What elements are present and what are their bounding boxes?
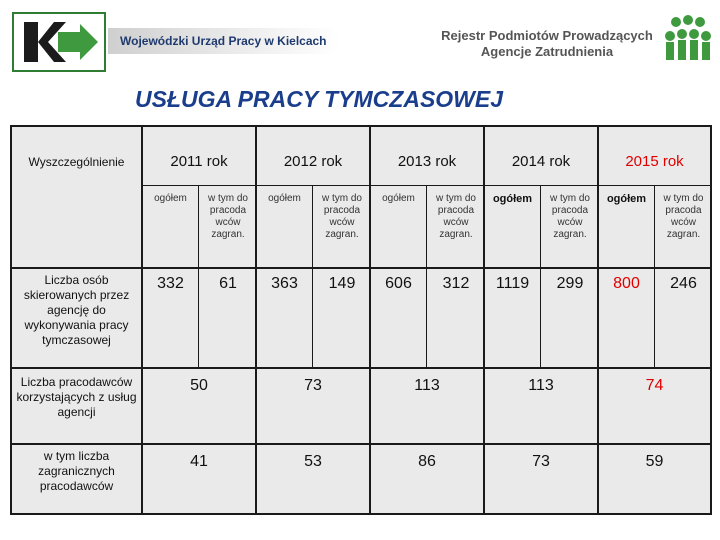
grid-line: [12, 267, 710, 269]
cell-value: 1119: [495, 275, 530, 292]
subheader-total: ogółem: [382, 193, 415, 204]
cell-value: 61: [219, 275, 237, 292]
cell-value: 299: [556, 275, 584, 292]
grid-line: [141, 185, 710, 186]
cell-value: 606: [385, 275, 412, 292]
grid-line: [540, 186, 541, 368]
subheader-foreign: w tym do pracoda wców zagran.: [549, 193, 590, 240]
cell-value: 113: [528, 377, 554, 394]
slide-title: USŁUGA PRACY TYMCZASOWEJ: [135, 86, 504, 112]
cell-value: 50: [190, 377, 208, 394]
grid-line: [654, 186, 655, 368]
cell-value: 73: [532, 453, 550, 470]
subheader-foreign: w tym do pracoda wców zagran.: [663, 193, 704, 240]
row-label: Liczba osób skierowanych przez agencję do wykonywania pracy tymczasowej: [23, 273, 130, 347]
grid-line: [198, 186, 199, 368]
subheader-total: ogółem: [154, 193, 187, 204]
row-label: w tym liczba zagranicznych pracodawców: [38, 449, 115, 493]
org-name: Wojewódzki Urząd Pracy w Kielcach: [120, 34, 327, 48]
subheader-total: ogółem: [492, 193, 533, 205]
cell-value: 59: [645, 453, 664, 470]
people-logo-icon: [660, 14, 716, 64]
cell-value: 53: [304, 453, 322, 470]
year-header: 2013 rok: [397, 153, 457, 170]
cell-value: 363: [271, 275, 298, 292]
grid-line: [12, 367, 710, 369]
cell-value: 74: [645, 377, 664, 394]
wup-logo: [12, 12, 106, 72]
subheader-total: ogółem: [268, 193, 301, 204]
grid-line: [426, 186, 427, 368]
cell-value: 800: [613, 275, 640, 292]
cell-value: 312: [442, 275, 470, 292]
row-label: Liczba pracodawców korzystających z usług agencji: [16, 375, 137, 419]
cell-value: 113: [414, 377, 440, 394]
registry-title-line2: Agencje Zatrudnienia: [480, 44, 614, 59]
year-header: 2014 rok: [511, 153, 571, 170]
year-header: 2011 rok: [170, 153, 228, 170]
data-table: [10, 125, 712, 515]
cell-value: 246: [670, 275, 697, 292]
subheader-foreign: w tym do pracoda wców zagran.: [321, 193, 362, 240]
registry-title: [432, 28, 662, 60]
grid-line: [12, 443, 710, 445]
year-header: 2015 rok: [625, 153, 684, 170]
cell-value: 73: [304, 377, 322, 394]
cell-value: 41: [190, 453, 208, 470]
cell-value: 149: [328, 275, 356, 292]
header-label: Wyszczególnienie: [28, 155, 125, 169]
subheader-total: ogółem: [606, 193, 647, 205]
cell-value: 86: [418, 453, 436, 470]
cell-value: 332: [157, 275, 184, 292]
year-header: 2012 rok: [283, 153, 343, 170]
registry-title-line1: Rejestr Podmiotów Prowadzących: [441, 28, 653, 43]
subheader-foreign: w tym do pracoda wców zagran.: [207, 193, 248, 240]
page-header: [0, 0, 720, 78]
grid-line: [312, 186, 313, 368]
subheader-foreign: w tym do pracoda wców zagran.: [435, 193, 476, 240]
